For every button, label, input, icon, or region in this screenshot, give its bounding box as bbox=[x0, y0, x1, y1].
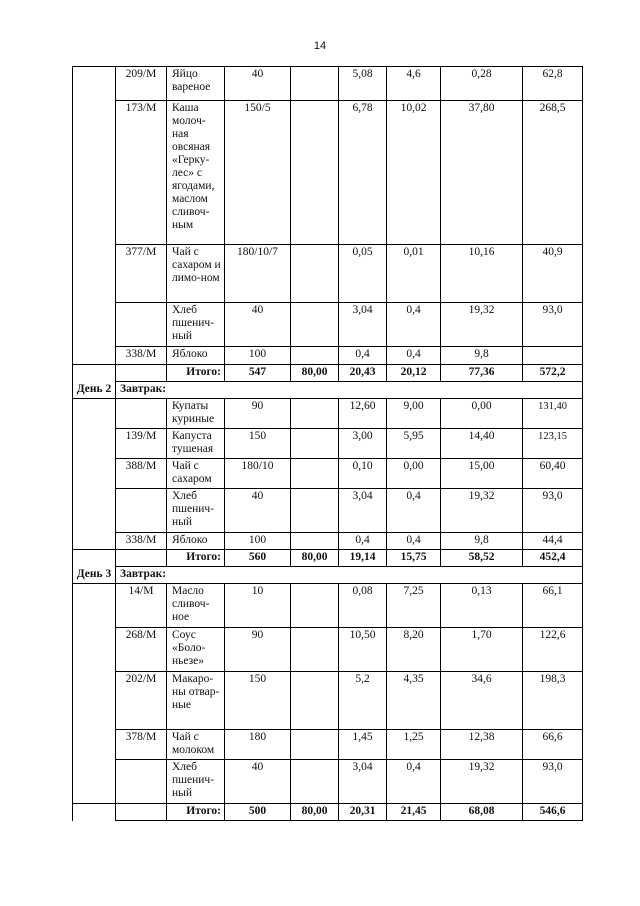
recipe-code bbox=[116, 804, 167, 821]
carbs: 0,13 bbox=[441, 584, 523, 628]
dish-name: Чай с молоком bbox=[167, 730, 225, 760]
protein: 5,2 bbox=[339, 672, 387, 730]
price bbox=[291, 533, 339, 550]
portion: 150 bbox=[225, 672, 291, 730]
recipe-code: 378/М bbox=[116, 730, 167, 760]
recipe-code bbox=[116, 550, 167, 567]
protein: 0,10 bbox=[339, 459, 387, 489]
price bbox=[291, 672, 339, 730]
carbs: 12,38 bbox=[441, 730, 523, 760]
price bbox=[291, 399, 339, 429]
dish-name: Капуста тушеная bbox=[167, 429, 225, 459]
total-carbs: 68,08 bbox=[441, 804, 523, 821]
total-label: Итого: bbox=[167, 804, 225, 821]
carbs: 19,32 bbox=[441, 760, 523, 804]
menu-table bbox=[72, 66, 583, 821]
day-cell bbox=[73, 550, 116, 567]
total-carbs: 77,36 bbox=[441, 365, 523, 382]
carbs: 37,80 bbox=[441, 101, 523, 245]
energy: 198,3 bbox=[523, 672, 583, 730]
dish-name: Хлеб пшенич-ный bbox=[167, 760, 225, 804]
recipe-code bbox=[116, 489, 167, 533]
day-cell bbox=[73, 67, 116, 101]
total-energy: 572,2 bbox=[523, 365, 583, 382]
total-label: Итого: bbox=[167, 365, 225, 382]
meal-header-row bbox=[73, 382, 583, 399]
protein: 3,04 bbox=[339, 760, 387, 804]
dish-name: Яблоко bbox=[167, 347, 225, 365]
energy: 93,0 bbox=[523, 489, 583, 533]
table-row bbox=[73, 584, 583, 628]
carbs: 1,70 bbox=[441, 628, 523, 672]
carbs: 19,32 bbox=[441, 489, 523, 533]
price bbox=[291, 67, 339, 101]
day-label: День 2 bbox=[73, 382, 116, 399]
protein: 1,45 bbox=[339, 730, 387, 760]
recipe-code: 388/М bbox=[116, 459, 167, 489]
table-row bbox=[73, 459, 583, 489]
recipe-code: 14/М bbox=[116, 584, 167, 628]
day-cell bbox=[73, 730, 116, 760]
energy: 66,1 bbox=[523, 584, 583, 628]
table-row bbox=[73, 429, 583, 459]
price bbox=[291, 489, 339, 533]
portion: 90 bbox=[225, 399, 291, 429]
energy: 66,6 bbox=[523, 730, 583, 760]
portion: 40 bbox=[225, 67, 291, 101]
dish-name: Яблоко bbox=[167, 533, 225, 550]
energy: 40,9 bbox=[523, 245, 583, 303]
energy: 62,8 bbox=[523, 67, 583, 101]
price bbox=[291, 760, 339, 804]
energy: 44,4 bbox=[523, 533, 583, 550]
recipe-code bbox=[116, 303, 167, 347]
table-row bbox=[73, 399, 583, 429]
protein: 6,78 bbox=[339, 101, 387, 245]
protein: 10,50 bbox=[339, 628, 387, 672]
portion: 150 bbox=[225, 429, 291, 459]
dish-name: Яйцо вареное bbox=[167, 67, 225, 101]
fat: 0,4 bbox=[387, 303, 441, 347]
energy: 60,40 bbox=[523, 459, 583, 489]
portion: 180/10 bbox=[225, 459, 291, 489]
dish-name: Чай с сахаром и лимо-ном bbox=[167, 245, 225, 303]
price bbox=[291, 459, 339, 489]
portion: 90 bbox=[225, 628, 291, 672]
total-protein: 19,14 bbox=[339, 550, 387, 567]
recipe-code: 338/М bbox=[116, 347, 167, 365]
energy: 268,5 bbox=[523, 101, 583, 245]
portion: 100 bbox=[225, 347, 291, 365]
total-protein: 20,43 bbox=[339, 365, 387, 382]
day-cell bbox=[73, 628, 116, 672]
day-cell bbox=[73, 365, 116, 382]
carbs: 0,28 bbox=[441, 67, 523, 101]
total-row bbox=[73, 804, 583, 821]
energy: 93,0 bbox=[523, 760, 583, 804]
total-price: 80,00 bbox=[291, 365, 339, 382]
table-row bbox=[73, 730, 583, 760]
price bbox=[291, 730, 339, 760]
day-label: День 3 bbox=[73, 567, 116, 584]
fat: 5,95 bbox=[387, 429, 441, 459]
protein: 0,4 bbox=[339, 533, 387, 550]
dish-name: Соус «Боло-ньезе» bbox=[167, 628, 225, 672]
carbs: 19,32 bbox=[441, 303, 523, 347]
table-row bbox=[73, 303, 583, 347]
recipe-code: 173/М bbox=[116, 101, 167, 245]
portion: 180/10/7 bbox=[225, 245, 291, 303]
fat: 0,4 bbox=[387, 760, 441, 804]
recipe-code bbox=[116, 365, 167, 382]
table-row bbox=[73, 245, 583, 303]
total-portion: 547 bbox=[225, 365, 291, 382]
carbs: 14,40 bbox=[441, 429, 523, 459]
recipe-code: 338/М bbox=[116, 533, 167, 550]
protein: 0,08 bbox=[339, 584, 387, 628]
dish-name: Масло сливоч-ное bbox=[167, 584, 225, 628]
total-fat: 15,75 bbox=[387, 550, 441, 567]
price bbox=[291, 245, 339, 303]
dish-name: Чай с сахаром bbox=[167, 459, 225, 489]
total-carbs: 58,52 bbox=[441, 550, 523, 567]
fat: 0,01 bbox=[387, 245, 441, 303]
table-row bbox=[73, 489, 583, 533]
dish-name: Хлеб пшенич-ный bbox=[167, 303, 225, 347]
total-portion: 560 bbox=[225, 550, 291, 567]
table-row bbox=[73, 760, 583, 804]
fat: 10,02 bbox=[387, 101, 441, 245]
table-row bbox=[73, 67, 583, 101]
day-cell bbox=[73, 101, 116, 245]
day-cell bbox=[73, 804, 116, 821]
protein: 12,60 bbox=[339, 399, 387, 429]
energy: 131,40 bbox=[523, 399, 583, 429]
total-fat: 20,12 bbox=[387, 365, 441, 382]
energy: 122,6 bbox=[523, 628, 583, 672]
protein: 0,05 bbox=[339, 245, 387, 303]
total-price: 80,00 bbox=[291, 804, 339, 821]
energy bbox=[523, 347, 583, 365]
total-fat: 21,45 bbox=[387, 804, 441, 821]
carbs: 0,00 bbox=[441, 399, 523, 429]
page-number: 14 bbox=[313, 40, 327, 52]
day-cell bbox=[73, 672, 116, 730]
price bbox=[291, 347, 339, 365]
protein: 3,04 bbox=[339, 303, 387, 347]
total-price: 80,00 bbox=[291, 550, 339, 567]
recipe-code: 209/М bbox=[116, 67, 167, 101]
price bbox=[291, 584, 339, 628]
recipe-code bbox=[116, 399, 167, 429]
portion: 100 bbox=[225, 533, 291, 550]
table-row bbox=[73, 533, 583, 550]
total-protein: 20,31 bbox=[339, 804, 387, 821]
dish-name: Хлеб пшенич-ный bbox=[167, 489, 225, 533]
portion: 40 bbox=[225, 303, 291, 347]
day-cell bbox=[73, 459, 116, 489]
recipe-code: 139/М bbox=[116, 429, 167, 459]
fat: 0,4 bbox=[387, 533, 441, 550]
protein: 3,04 bbox=[339, 489, 387, 533]
day-cell bbox=[73, 429, 116, 459]
carbs: 10,16 bbox=[441, 245, 523, 303]
price bbox=[291, 429, 339, 459]
portion: 180 bbox=[225, 730, 291, 760]
meal-label: Завтрак: bbox=[116, 567, 583, 584]
protein: 3,00 bbox=[339, 429, 387, 459]
price bbox=[291, 101, 339, 245]
dish-name: Макаро-ны отвар-ные bbox=[167, 672, 225, 730]
portion: 150/5 bbox=[225, 101, 291, 245]
total-energy: 452,4 bbox=[523, 550, 583, 567]
day-cell bbox=[73, 303, 116, 347]
price bbox=[291, 628, 339, 672]
recipe-code bbox=[116, 760, 167, 804]
dish-name: Каша молоч-ная овсяная «Герку-лес» с ягодами, маслом сливоч-ным bbox=[167, 101, 225, 245]
meal-header-row bbox=[73, 567, 583, 584]
total-label: Итого: bbox=[167, 550, 225, 567]
day-cell bbox=[73, 533, 116, 550]
day-cell bbox=[73, 760, 116, 804]
fat: 0,00 bbox=[387, 459, 441, 489]
portion: 40 bbox=[225, 489, 291, 533]
fat: 4,6 bbox=[387, 67, 441, 101]
protein: 0,4 bbox=[339, 347, 387, 365]
total-energy: 546,6 bbox=[523, 804, 583, 821]
fat: 7,25 bbox=[387, 584, 441, 628]
protein: 5,08 bbox=[339, 67, 387, 101]
day-cell bbox=[73, 245, 116, 303]
table-row bbox=[73, 347, 583, 365]
fat: 0,4 bbox=[387, 489, 441, 533]
portion: 10 bbox=[225, 584, 291, 628]
table-row bbox=[73, 628, 583, 672]
total-row bbox=[73, 365, 583, 382]
fat: 0,4 bbox=[387, 347, 441, 365]
day-cell bbox=[73, 489, 116, 533]
carbs: 9,8 bbox=[441, 533, 523, 550]
total-portion: 500 bbox=[225, 804, 291, 821]
price bbox=[291, 303, 339, 347]
table-row bbox=[73, 672, 583, 730]
recipe-code: 202/М bbox=[116, 672, 167, 730]
fat: 9,00 bbox=[387, 399, 441, 429]
fat: 1,25 bbox=[387, 730, 441, 760]
recipe-code: 268/М bbox=[116, 628, 167, 672]
day-cell bbox=[73, 347, 116, 365]
dish-name: Купаты куриные bbox=[167, 399, 225, 429]
day-cell bbox=[73, 399, 116, 429]
total-row bbox=[73, 550, 583, 567]
energy: 123,15 bbox=[523, 429, 583, 459]
day-cell bbox=[73, 584, 116, 628]
recipe-code: 377/М bbox=[116, 245, 167, 303]
meal-label: Завтрак: bbox=[116, 382, 583, 399]
fat: 8,20 bbox=[387, 628, 441, 672]
carbs: 9,8 bbox=[441, 347, 523, 365]
table-row bbox=[73, 101, 583, 245]
carbs: 34,6 bbox=[441, 672, 523, 730]
fat: 4,35 bbox=[387, 672, 441, 730]
carbs: 15,00 bbox=[441, 459, 523, 489]
energy: 93,0 bbox=[523, 303, 583, 347]
portion: 40 bbox=[225, 760, 291, 804]
